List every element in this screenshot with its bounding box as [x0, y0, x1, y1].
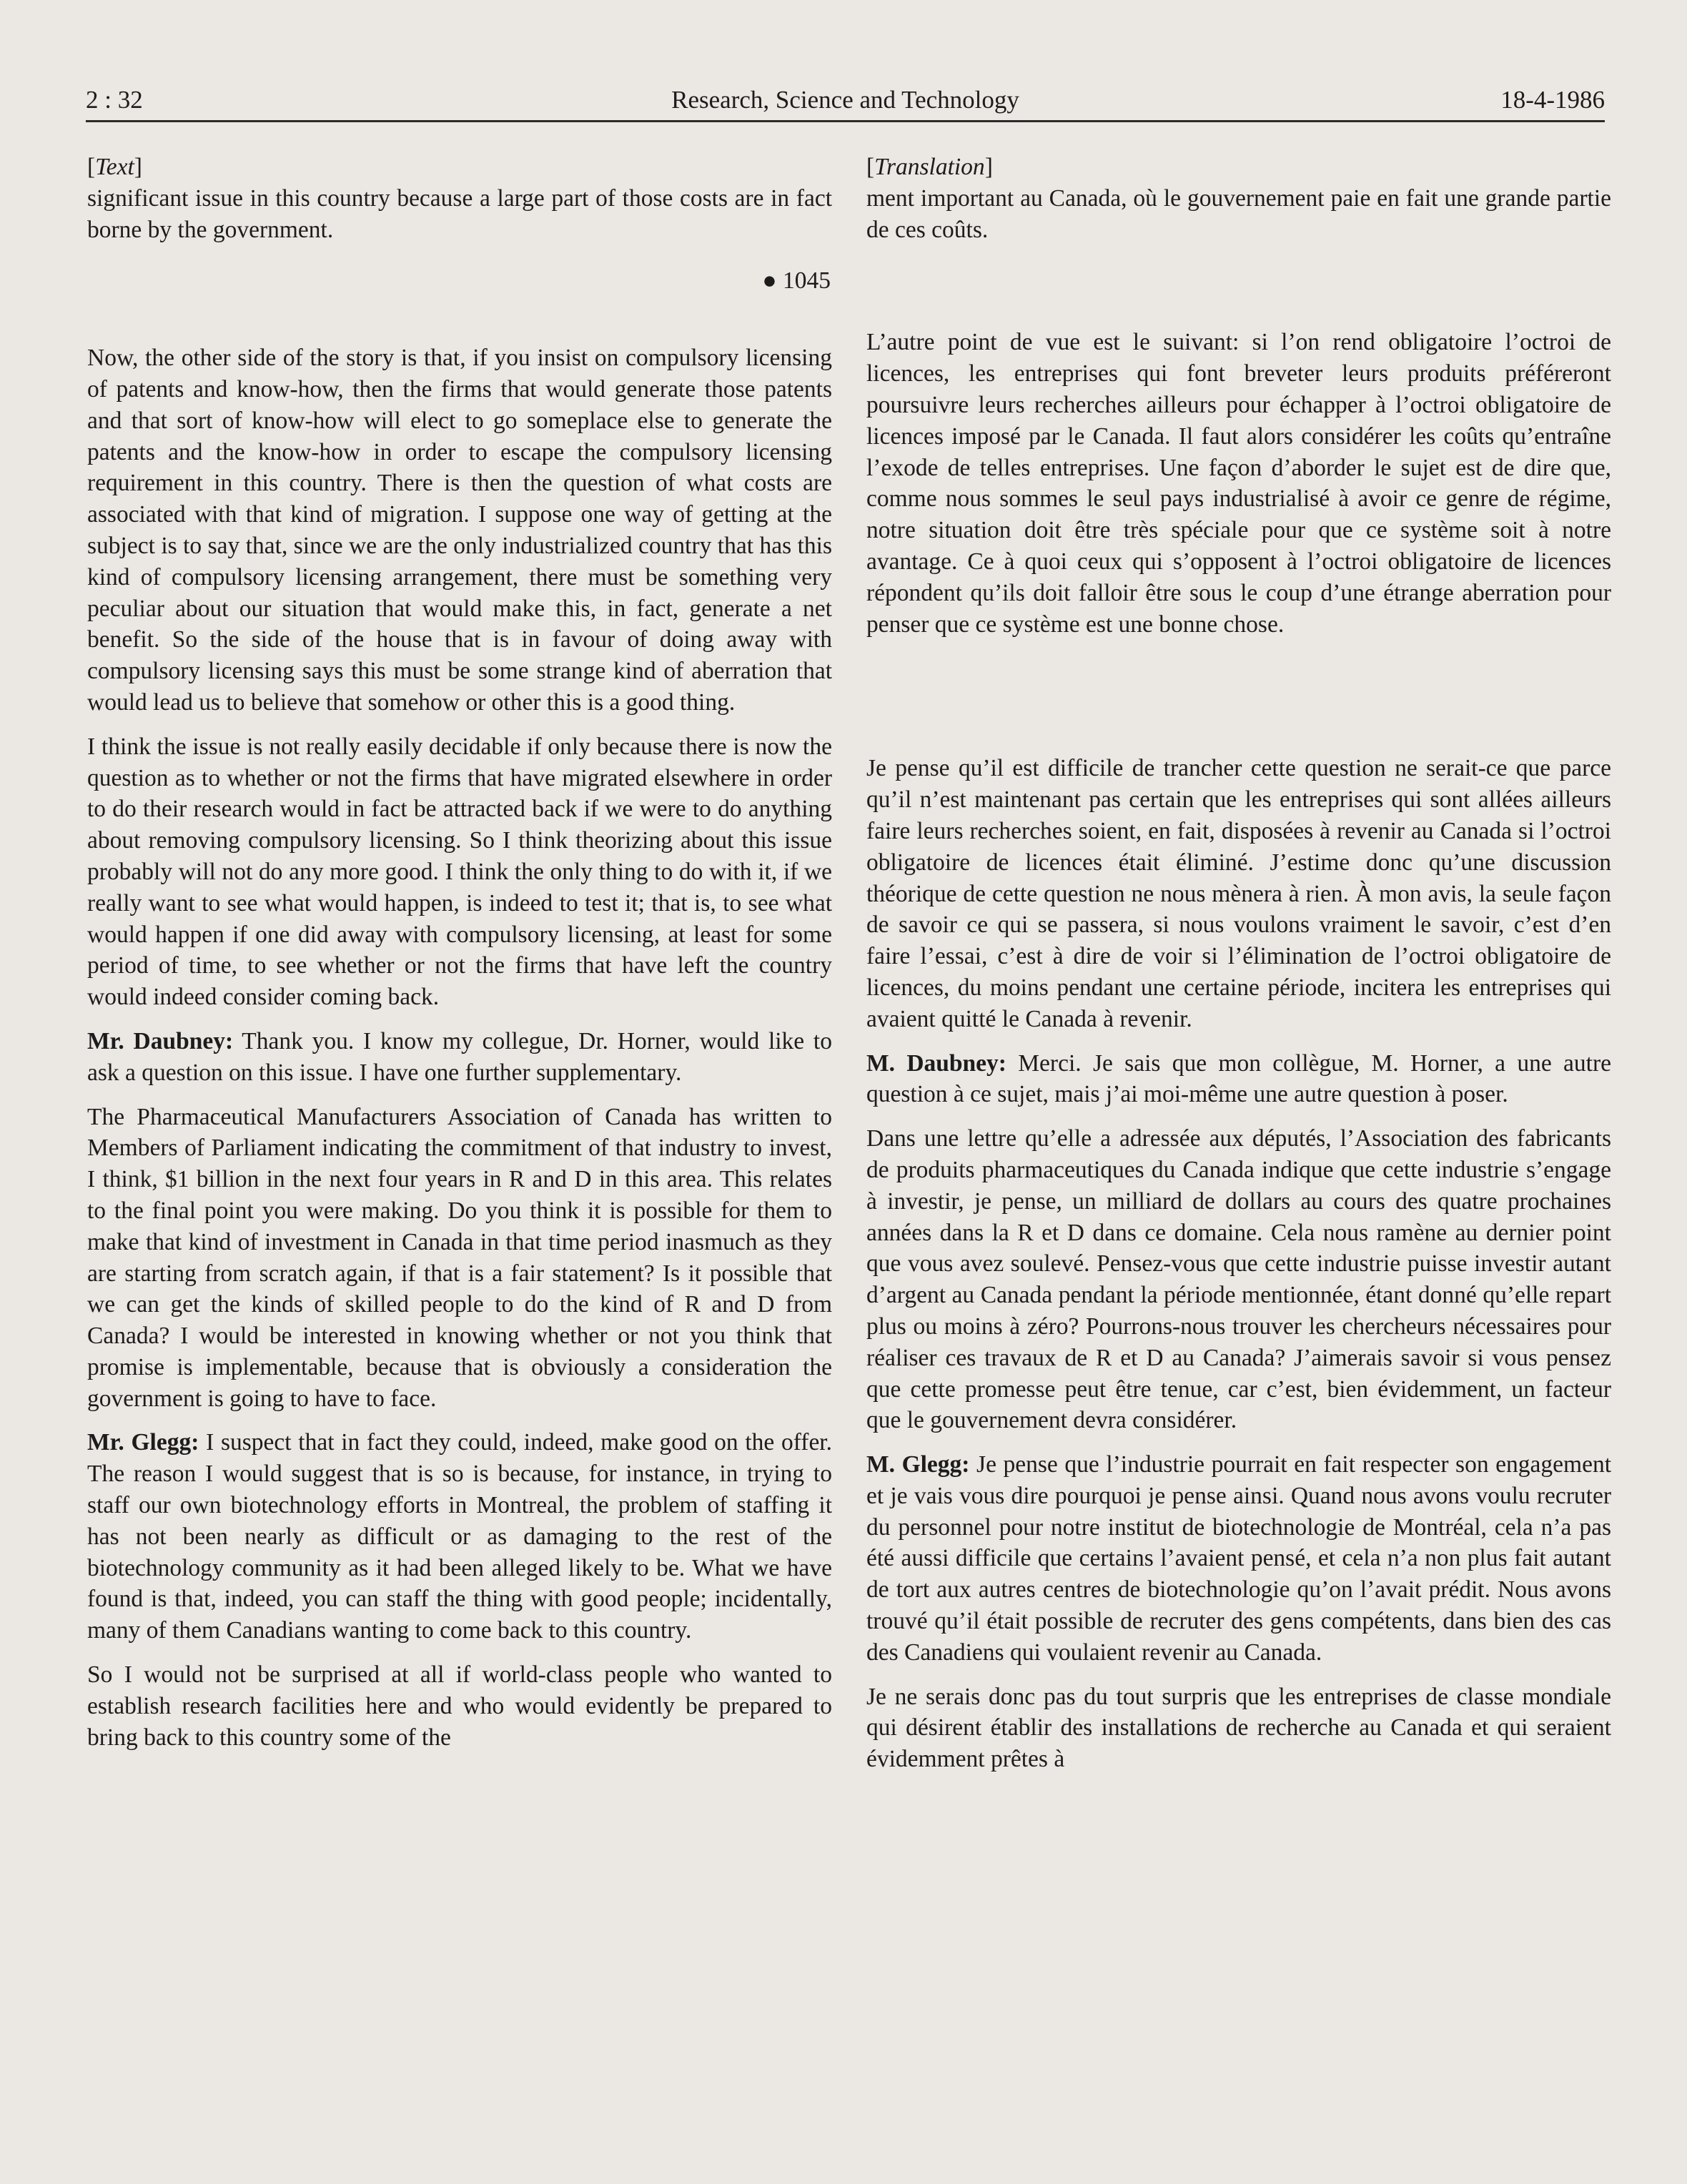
paragraph: M. Daubney: Merci. Je sais que mon collègue, M. Horner, a une autre question à ce sujet, mais j’ai moi-même une autre question à poser.	[866, 1049, 1612, 1108]
paragraph: Mr. Daubney: Thank you. I know my collegue, Dr. Horner, would like to ask a question on this issue. I have one further supplementary.	[87, 1027, 832, 1086]
paragraph: significant issue in this country because a large part of those costs are in fact borne by the government.	[87, 184, 832, 243]
speaker-name: M. Glegg:	[866, 1451, 970, 1478]
time-marker: ● 1045	[762, 267, 831, 295]
paragraph: Dans une lettre qu’elle a adressée aux députés, l’Association des fabricants de produits pharmaceutiques du Canada indique que cette industrie s’engage à investir, je pense, un milliard de dollars au cours des quatre prochaines années dans la R et D dans ce domaine. Cela nous ramène au dernier point que vous avez soulevé. Pensez-vous que cette industrie puisse investir autant d’argent au Canada pendant la période mentionnée, étant donné qu’elle repart plus ou moins à zéro? Pourrons-nous trouver les chercheurs nécessaires pour réaliser ces travaux de R et D au Canada? J’aimerais savoir si vous pensez que cette promesse peut être tenue, car c’est, bien évidemment, un facteur que le gouvernement devra considérer.	[866, 1125, 1611, 1434]
speaker-name: Mr. Daubney:	[87, 1027, 234, 1054]
speaker-name: Mr. Glegg:	[87, 1429, 199, 1456]
paragraph: L’autre point de vue est le suivant: si l’on rend obligatoire l’octroi de licences, les entreprises qui font breveter leurs produits préféreront poursuivre leurs recherches ailleurs pour échapper à l’octroi obligatoire de licences imposé par le Canada. Il faut alors considérer les coûts qu’entraîne l’exode de telles entreprises. Une façon d’aborder le sujet est de dire que, comme nous sommes le seul pays industrialisé à avoir ce genre de régime, notre situation doit être très spéciale pour que ce système soit à notre avantage. Ce à quoi ceux qui s’opposent à l’octroi obligatoire de licences répondent qu’ils doit falloir être sous le coup d’une étrange aberration pour penser que ce système est une bonne chose.	[866, 329, 1611, 638]
paragraph: M. Glegg: Je pense que l’industrie pourrait en fait respecter son engagement et je vais vous dire pourquoi je pense ainsi. Quand nous avons voulu recruter du personnel pour notre institut de biotechnologie de Montréal, cela n’a pas été aussi difficile que certains l’avaient pensé, et cela n’a non plus fait autant de tort aux autres centres de biotechnologie qu’on l’avait prédit. Nous avons trouvé qu’il était possible de recruter des gens compétents, dans bien des cas des Canadiens qui voulaient revenir au Canada.	[866, 1451, 1612, 1666]
paragraph: Mr. Glegg: I suspect that in fact they could, indeed, make good on the offer. The reason I would suggest that is so is because, for instance, in trying to staff our own biotechnology efforts in Montreal, the problem of staffing it has not been nearly as difficult or as damaging to the rest of the biotechnology community as it had been alleged likely to be. What we have found is that, indeed, you can staff the thing with good people; incidentally, many of them Canadians wanting to come back to this country.	[87, 1429, 832, 1644]
paragraph: The Pharmaceutical Manufacturers Association of Canada has written to Members of Parliament indicating the commitment of that industry to invest, I think, $1 billion in the next four years in R and D in this area. This relates to the final point you were making. Do you think it is possible for them to make that kind of investment in Canada in that time period inasmuch as they are starting from scratch again, if that is a fair statement? Is it possible that we can get the kinds of skilled people to do the kind of R and D from Canada? I would be interested in knowing whether or not you think that promise is implementable, because that is obviously a consideration the government is going to have to face.	[87, 1103, 832, 1412]
english-column	[87, 152, 832, 1753]
column-label: [Text]	[87, 154, 142, 180]
header-date: 18-4-1986	[1500, 86, 1605, 114]
paragraph: Now, the other side of the story is that, if you insist on compulsory licensing of patents and know-how, then the firms that would generate those patents and that sort of know-how will elect to go someplace else to generate the patents and the know-how in order to escape the compulsory licensing requirement in this country. There is then the question of what costs are associated with that kind of migration. I suppose one way of getting at the subject is to say that, since we are the only industrialized country that has this kind of compulsory licensing arrangement, there must be something very peculiar about our situation that would make this, in fact, generate a net benefit. So the side of the house that is in favour of doing away with compulsory licensing says this must be some strange kind of aberration that would lead us to believe that somehow or other this is a good thing.	[87, 345, 832, 716]
paragraph: ment important au Canada, où le gouvernement paie en fait une grande partie de ces coûts.	[866, 184, 1611, 243]
running-header	[86, 80, 1605, 122]
page-number: 2 : 32	[86, 86, 143, 114]
french-column	[866, 152, 1611, 1775]
paragraph: I think the issue is not really easily decidable if only because there is now the question as to whether or not the firms that have migrated elsewhere in order to do their research would in fact be attracted back if we were to do anything about removing compulsory licensing. So I think theorizing about this issue probably will not do any more good. I think the only thing to do with it, if we really want to see what would happen, is indeed to test it; that is, to see what would happen if one did away with compulsory licensing, at least for some period of time, to see whether or not the firms that have left the country would indeed consider coming back.	[87, 733, 832, 1011]
paragraph: Je pense qu’il est difficile de trancher cette question ne serait-ce que parce qu’il n’est maintenant pas certain que les entreprises qui sont allées ailleurs faire leurs recherches soient, en fait, disposées à revenir au Canada si l’octroi obligatoire de licences était éliminé. J’estime donc qu’une discussion théorique de cette question ne nous mènera à rien. À mon avis, la seule façon de savoir ce qui se passera, si nous voulons vraiment le savoir, c’est d’en faire l’essai, c’est à dire de voir si l’élimination de l’octroi obligatoire de licences, du moins pendant une certaine période, incitera les entreprises qui avaient quitté le Canada à revenir.	[866, 755, 1611, 1032]
speaker-name: M. Daubney:	[866, 1049, 1006, 1077]
publication-title: Research, Science and Technology	[671, 86, 1019, 114]
paragraph: Je ne serais donc pas du tout surpris que les entreprises de classe mondiale qui désirent établir des installations de recherche au Canada et qui seraient évidemment prêtes à	[866, 1683, 1611, 1773]
column-label: [Translation]	[866, 154, 993, 180]
paragraph: So I would not be surprised at all if world-class people who wanted to establish research facilities here and who would evidently be prepared to bring back to this country some of the	[87, 1661, 832, 1751]
